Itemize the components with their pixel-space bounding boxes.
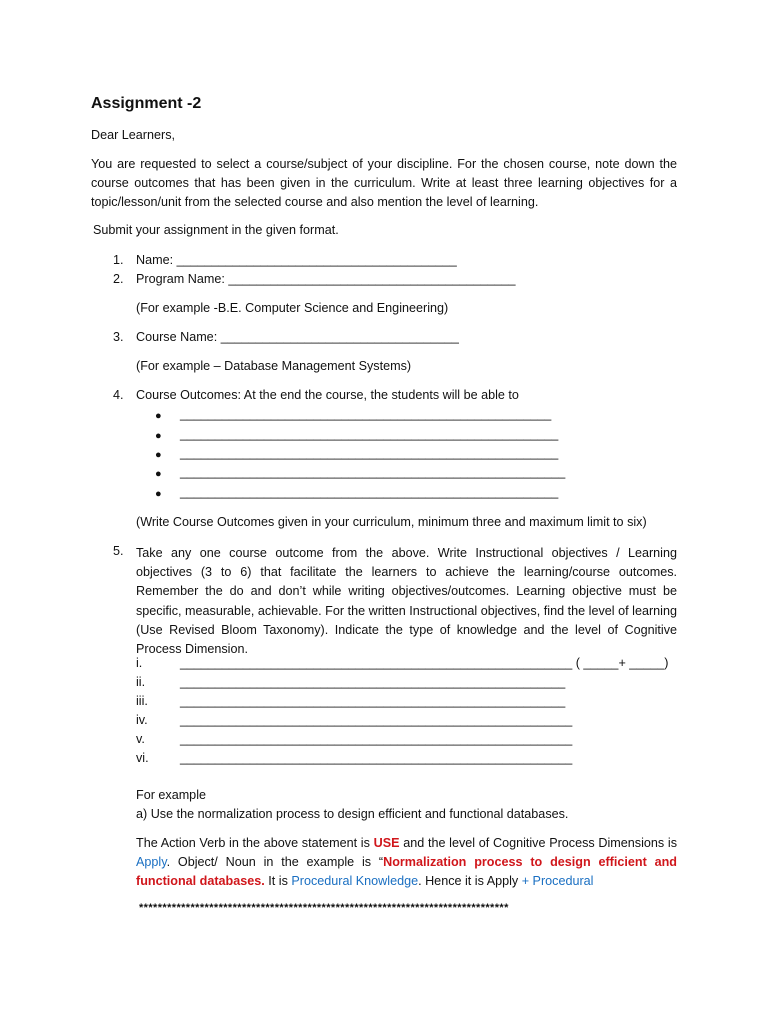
explanation-text: The Action Verb in the above statement is — [136, 836, 374, 850]
objective-line: ________________________________________________________ ( _____+ _____) — [180, 656, 669, 670]
objective-line: ________________________________________________________ — [180, 751, 573, 765]
outcome-line: ______________________________________________________ — [180, 427, 559, 441]
course-outcomes-heading: Course Outcomes: At the end the course, the students will be able to — [136, 388, 519, 402]
outcome-line: ______________________________________________________ — [180, 446, 559, 460]
explanation-text: and the level of Cognitive Process Dimensions is — [399, 836, 677, 850]
separator-line: ******************************************************************************* — [139, 902, 509, 914]
page-title: Assignment -2 — [91, 95, 202, 112]
classification: + Procedural — [521, 874, 594, 889]
outcomes-note: (Write Course Outcomes given in your curriculum, minimum three and maximum limit to six) — [136, 515, 647, 529]
explanation-text: . Object/ Noun in the example is “ — [166, 855, 384, 870]
submit-instruction: Submit your assignment in the given format. — [93, 223, 339, 237]
objective-line: ________________________________________________________ — [180, 713, 573, 727]
objective-number: vi. — [136, 751, 149, 765]
example-explanation — [136, 834, 677, 892]
cognitive-level: Apply — [136, 855, 167, 870]
objective-number: iv. — [136, 713, 148, 727]
example-heading: For example — [136, 788, 206, 802]
outcome-line: _____________________________________________________ — [180, 407, 552, 421]
knowledge-type: Procedural Knowledge — [291, 874, 419, 889]
program-example: (For example -B.E. Computer Science and Engineering) — [136, 301, 449, 315]
explanation-text: It is — [264, 874, 292, 889]
bullet-icon: ● — [155, 468, 162, 480]
item-number: 4. — [113, 388, 124, 402]
objectives-instruction: Take any one course outcome from the above. Write Instructional objectives / Learning objectives (3 to 6) that facilitate the learners to achieve the learning/course outcomes. Remember the do and don’t while writing objectives/outcomes. Learning objective must be specific, measurable, achievable. For the written Instructional objectives, find the level of learning (Use Revised Bloom Taxonomy). Indicate the type of knowledge and the level of Cognitive Process Dimension. — [136, 546, 677, 657]
bullet-icon: ● — [155, 488, 162, 500]
objective-number: v. — [136, 732, 145, 746]
item-number: 2. — [113, 272, 124, 286]
outcome-line: ______________________________________________________ — [180, 485, 559, 499]
outcome-line: _______________________________________________________ — [180, 465, 566, 479]
bullet-icon: ● — [155, 449, 162, 461]
item-number: 5. — [113, 544, 124, 558]
item-number: 1. — [113, 253, 124, 267]
name-field: Name: ________________________________________ — [136, 253, 457, 267]
program-name-field: Program Name: _________________________________________ — [136, 272, 516, 286]
action-verb: USE — [373, 836, 400, 850]
course-example: (For example – Database Management Systems) — [136, 359, 412, 373]
example-item: a) Use the normalization process to design efficient and functional databases. — [136, 807, 569, 821]
greeting: Dear Learners, — [91, 128, 175, 142]
explanation-text: . Hence it is Apply — [418, 874, 522, 889]
course-name-field: Course Name: __________________________________ — [136, 330, 459, 344]
objective-number: i. — [136, 656, 143, 670]
item-number: 3. — [113, 330, 124, 344]
bullet-icon: ● — [155, 430, 162, 442]
intro-paragraph: You are requested to select a course/subject of your discipline. For the chosen course, note down the course outcomes that has been given in the curriculum. Write at least three learning objectives for a topic/lesson/unit from the selected course and also mention the level of learning. — [91, 157, 677, 210]
objective-line: _______________________________________________________ — [180, 694, 566, 708]
objective-number: iii. — [136, 694, 148, 708]
object-noun: Normalization process to design efficient and functional databases. — [136, 855, 677, 889]
objective-line: _______________________________________________________ — [180, 675, 566, 689]
bullet-icon: ● — [155, 410, 162, 422]
objective-number: ii. — [136, 675, 146, 689]
objective-line: ________________________________________________________ — [180, 732, 573, 746]
